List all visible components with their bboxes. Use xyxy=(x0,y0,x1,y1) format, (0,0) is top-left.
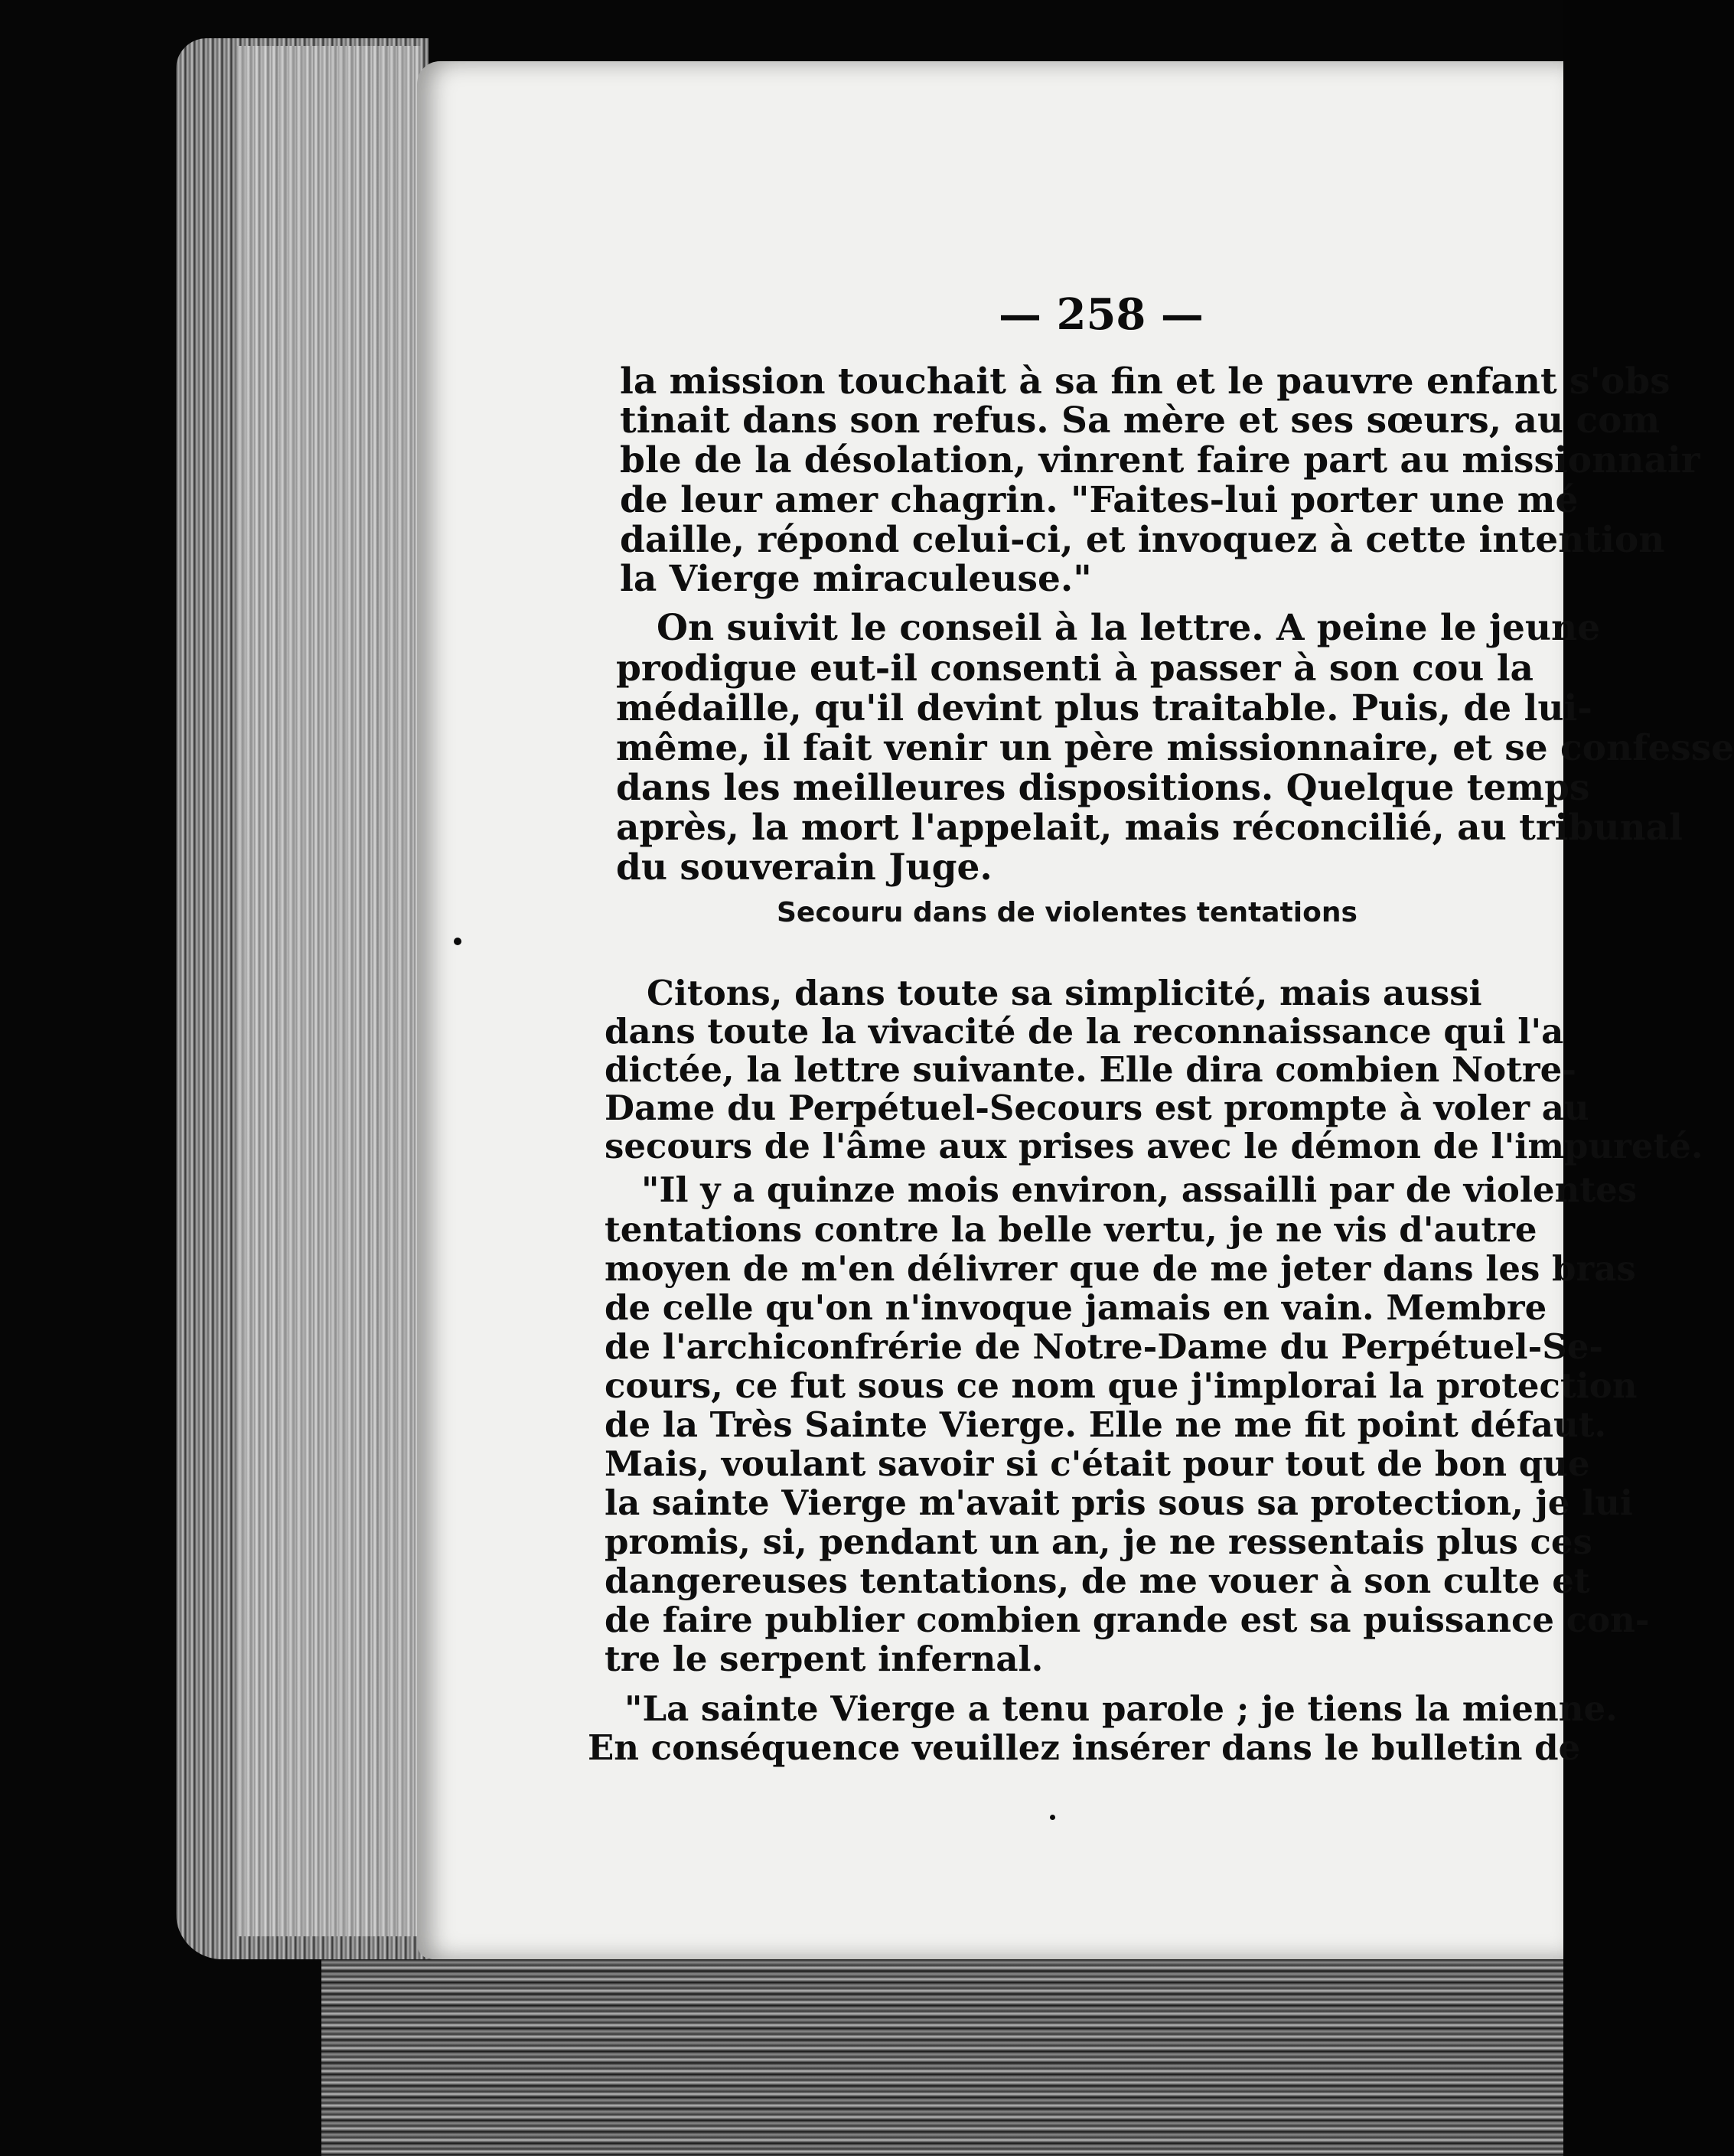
page-number: — 258 — xyxy=(999,289,1204,340)
text-line: la sainte Vierge m'avait pris sous sa protection, je lui xyxy=(605,1482,1633,1523)
text-line: moyen de m'en délivrer que de me jeter dans les bras xyxy=(605,1248,1636,1289)
text-line: la Vierge miraculeuse." xyxy=(620,558,1092,600)
text-line: "Il y a quinze mois environ, assailli par de violentes xyxy=(641,1169,1638,1210)
text-line: prodigue eut-il consenti à passer à son cou la xyxy=(616,647,1534,690)
text-line: de faire publier combien grande est sa puissance con- xyxy=(605,1600,1650,1640)
text-line: médaille, qu'il devint plus traitable. Puis, de lui- xyxy=(616,687,1592,729)
text-line: de celle qu'on n'invoque jamais en vain. Membre xyxy=(605,1287,1547,1328)
text-line: daille, répond celui-ci, et invoquez à cette intention xyxy=(620,519,1665,561)
text-line: dictée, la lettre suivante. Elle dira combien Notre- xyxy=(605,1049,1576,1090)
text-line: dangereuses tentations, de me vouer à son culte et xyxy=(605,1561,1590,1601)
text-line: après, la mort l'appelait, mais réconcilié, au tribunal xyxy=(616,807,1683,849)
text-line: tentations contre la belle vertu, je ne vis d'autre xyxy=(605,1209,1537,1250)
text-line: tinait dans son refus. Sa mère et ses sœurs, au com xyxy=(620,400,1661,442)
text-line: de la Très Sainte Vierge. Elle ne me fit point défaut. xyxy=(605,1404,1607,1445)
text-line: du souverain Juge. xyxy=(616,846,992,889)
text-line: de l'archiconfrérie de Notre-Dame du Perpétuel-Se- xyxy=(605,1326,1604,1367)
text-line: dans toute la vivacité de la reconnaissance qui l'a xyxy=(605,1011,1564,1052)
book-page-edges-inner xyxy=(237,46,421,1936)
text-line: Citons, dans toute sa simplicité, mais aussi xyxy=(647,973,1482,1013)
text-line: dans les meilleures dispositions. Quelque temps xyxy=(616,767,1590,809)
text-line: En conséquence veuillez insérer dans le bulletin de xyxy=(588,1727,1581,1768)
section-heading: Secouru dans de violentes tentations xyxy=(777,897,1358,928)
text-line: de leur amer chagrin. "Faites-lui porter une mé xyxy=(620,479,1579,521)
text-line: promis, si, pendant un an, je ne ressentais plus ces xyxy=(605,1522,1592,1562)
text-line: "La sainte Vierge a tenu parole ; je tiens la mienne. xyxy=(624,1688,1618,1729)
text-line: On suivit le conseil à la lettre. A peine le jeune xyxy=(657,607,1601,649)
book-bottom-edge xyxy=(321,1959,1563,2156)
text-line: tre le serpent infernal. xyxy=(605,1639,1044,1679)
text-line: la mission touchait à sa fin et le pauvre enfant s'obs xyxy=(620,360,1670,403)
dust-speck xyxy=(1050,1815,1055,1820)
text-line: cours, ce fut sous ce nom que j'implorai la protection xyxy=(605,1365,1638,1406)
text-line: Mais, voulant savoir si c'était pour tout de bon que xyxy=(605,1443,1590,1484)
text-line: ble de la désolation, vinrent faire part au missionnair xyxy=(620,439,1700,481)
dust-speck xyxy=(454,938,461,945)
text-line: secours de l'âme aux prises avec le démon de l'impureté. xyxy=(605,1126,1703,1166)
text-line: même, il fait venir un père missionnaire, et se confesse xyxy=(616,727,1734,769)
text-line: Dame du Perpétuel-Secours est prompte à voler au xyxy=(605,1088,1589,1128)
